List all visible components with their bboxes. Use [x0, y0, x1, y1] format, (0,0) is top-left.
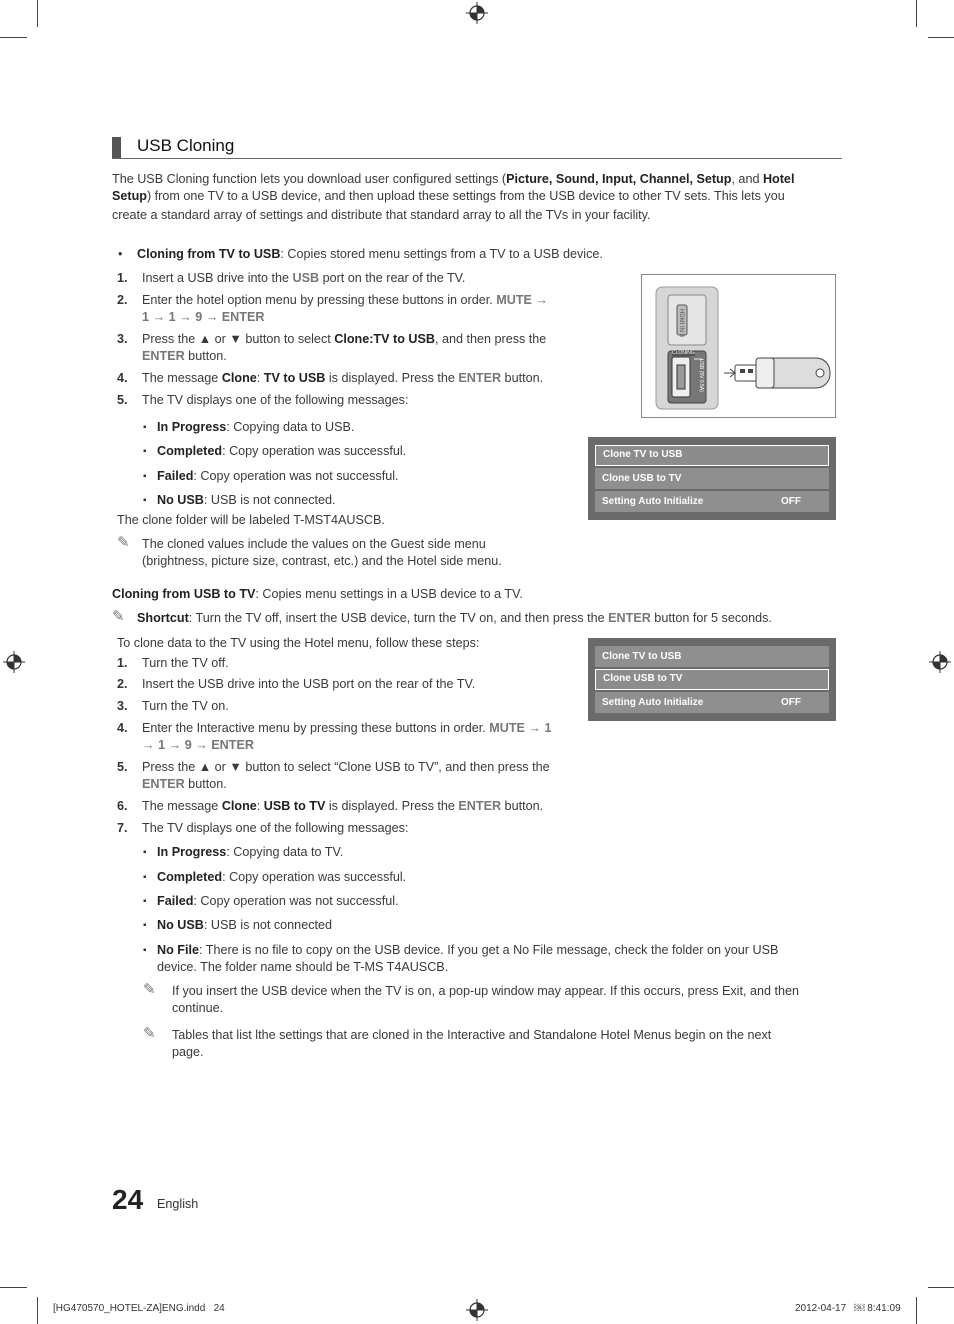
list-marker: ▪ [143, 896, 147, 907]
crop-mark [916, 0, 917, 27]
step-text: Press the ▲ or ▼ button to select “Clone USB to TV”, and then press the [142, 760, 550, 774]
step-text-cont: ENTER button. [142, 349, 227, 363]
osd-menu-clone-tv-to-usb [588, 437, 836, 520]
list-marker: ▪ [143, 422, 147, 433]
note-icon: ✎ [117, 534, 130, 551]
note-text-cont: continue. [172, 1001, 224, 1015]
list-item: No USB: USB is not connected [157, 918, 332, 932]
crop-mark [928, 37, 954, 38]
crop-mark [0, 1287, 27, 1288]
list-marker: ▪ [143, 920, 147, 931]
part2-heading: Cloning from USB to TV: Copies menu settings in a USB device to a TV. [112, 587, 523, 601]
step-text: Press the ▲ or ▼ button to select Clone:TV to USB, and then press the [142, 332, 547, 346]
menu-item-clone-usb-to-tv[interactable]: Clone USB to TV [595, 468, 829, 489]
menu-item-clone-tv-to-usb[interactable]: Clone TV to USB [595, 646, 829, 667]
osd-menu-clone-usb-to-tv [588, 638, 836, 721]
list-item: No File: There is no file to copy on the USB device. If you get a No File message, check the folder on your USB [157, 943, 779, 957]
crop-mark [928, 1287, 954, 1288]
step-text-cont: → 1 → 9 → ENTER [142, 738, 254, 752]
step-number: 4. [117, 721, 128, 735]
crop-mark [916, 1297, 917, 1324]
menu-item-value: OFF [781, 496, 801, 507]
list-item-cont: device. The folder name should be T-MS T4AUSCB. [157, 960, 449, 974]
folder-note: The clone folder will be labeled T-MST4AUSCB. [117, 513, 385, 527]
step-text: Enter the Interactive menu by pressing these buttons in order. MUTE → 1 [142, 721, 552, 735]
menu-item-clone-tv-to-usb[interactable]: Clone TV to USB [595, 445, 829, 466]
note-text: Tables that list lthe settings that are cloned in the Interactive and Standalone Hotel Menus begin on the next [172, 1028, 772, 1042]
intro-line-3: create a standard array of settings and distribute that standard array to all the TVs in your facility. [112, 208, 651, 222]
menu-item-clone-usb-to-tv[interactable]: Clone USB to TV [595, 669, 829, 690]
cloning-label: CLONING [672, 350, 695, 356]
part2-lead: To clone data to the TV using the Hotel menu, follow these steps: [117, 636, 480, 650]
file-slug: [HG470570_HOTEL-ZA]ENG.indd 24 [53, 1303, 225, 1314]
step-number: 1. [117, 656, 128, 670]
list-item: In Progress: Copying data to TV. [157, 845, 344, 859]
note-icon: ✎ [143, 981, 156, 998]
crop-mark [37, 1297, 38, 1324]
crop-mark [0, 37, 27, 38]
list-item: Completed: Copy operation was successful. [157, 444, 407, 458]
step-number: 7. [117, 821, 128, 835]
step-number: 5. [117, 393, 128, 407]
step-number: 4. [117, 371, 128, 385]
step-number: 5. [117, 760, 128, 774]
step-number: 1. [117, 271, 128, 285]
step-text: The TV displays one of the following messages: [142, 821, 409, 835]
section-title: USB Cloning [137, 136, 235, 155]
step-number: 2. [117, 677, 128, 691]
shortcut-note: Shortcut: Turn the TV off, insert the USB device, turn the TV on, and then press the ENTER button for 5 seconds. [137, 611, 772, 625]
list-marker: ▪ [143, 495, 147, 506]
list-item: No USB: USB is not connected. [157, 493, 336, 507]
step-text: Enter the hotel option menu by pressing these buttons in order. MUTE → [142, 293, 549, 307]
list-marker: ▪ [143, 446, 147, 457]
step-text: The TV displays one of the following messages: [142, 393, 409, 407]
section-rule [112, 158, 842, 159]
menu-item-setting-auto-initialize[interactable]: Setting Auto Initialize OFF [595, 491, 829, 512]
print-timestamp: 2012-04-17 ￼ 8:41:09 [795, 1303, 901, 1314]
bullet-mark: • [118, 247, 123, 261]
menu-item-value: OFF [781, 697, 801, 708]
list-marker: ▪ [143, 847, 147, 858]
step-number: 6. [117, 799, 128, 813]
note-text-cont: (brightness, picture size, contrast, etc.) and the Hotel side menu. [142, 554, 502, 568]
list-marker: ▪ [143, 471, 147, 482]
list-marker: ▪ [143, 945, 147, 956]
step-text-cont: ENTER button. [142, 777, 227, 791]
list-item: Completed: Copy operation was successful. [157, 870, 407, 884]
step-text: Turn the TV off. [142, 656, 229, 670]
usb-port-illustration [641, 274, 836, 418]
registration-mark-icon [929, 651, 951, 673]
registration-mark-icon [3, 651, 25, 673]
registration-mark-icon [466, 2, 488, 24]
intro-line-1: The USB Cloning function lets you download user configured settings (Picture, Sound, Input, Channel, Setup, and Hotel [112, 172, 795, 186]
note-text: If you insert the USB device when the TV is on, a pop-up window may appear. If this occurs, press Exit, and then [172, 984, 799, 998]
menu-item-setting-auto-initialize[interactable]: Setting Auto Initialize OFF [595, 692, 829, 713]
step-text: Turn the TV on. [142, 699, 229, 713]
note-icon: ✎ [112, 608, 125, 625]
usb-port-label: USB (5V 0.5A) [698, 359, 704, 392]
note-icon: ✎ [143, 1025, 156, 1042]
hdmi-port-label: HDMI IN 3 [678, 309, 684, 338]
crop-mark [37, 0, 38, 27]
section-marker [112, 137, 121, 159]
list-marker: ▪ [143, 872, 147, 883]
list-item: Failed: Copy operation was not successful. [157, 894, 399, 908]
step-text: Insert a USB drive into the USB port on the rear of the TV. [142, 271, 466, 285]
page-number: 24 [112, 1184, 144, 1215]
step-text: The message Clone: TV to USB is displayed. Press the ENTER button. [142, 371, 544, 385]
note-text-cont: page. [172, 1045, 204, 1059]
step-number: 3. [117, 699, 128, 713]
step-number: 3. [117, 332, 128, 346]
list-item: Failed: Copy operation was not successful. [157, 469, 399, 483]
registration-mark-icon [466, 1299, 488, 1321]
intro-line-2: Setup) from one TV to a USB device, and then upload these settings from the USB device to other TV sets. This lets you [112, 189, 785, 203]
page-language: English [157, 1197, 199, 1211]
list-item: In Progress: Copying data to USB. [157, 420, 355, 434]
step-number: 2. [117, 293, 128, 307]
step-text: Insert the USB drive into the USB port on the rear of the TV. [142, 677, 476, 691]
part1-heading: Cloning from TV to USB: Copies stored menu settings from a TV to a USB device. [137, 247, 603, 261]
note-text: The cloned values include the values on the Guest side menu [142, 537, 486, 551]
step-text: The message Clone: USB to TV is displayed. Press the ENTER button. [142, 799, 544, 813]
step-text-cont: 1 → 1 → 9 → ENTER [142, 310, 265, 324]
